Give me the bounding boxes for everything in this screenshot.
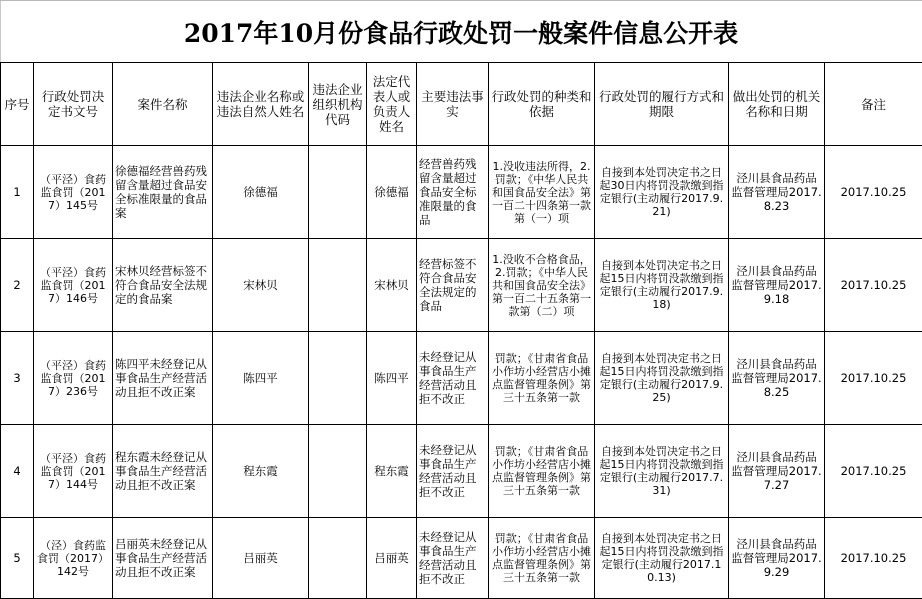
header-party-name[interactable]: 违法企业名称或违法自然人姓名 <box>213 63 309 146</box>
header-case-name[interactable]: 案件名称 <box>113 63 213 146</box>
cell-party-name[interactable]: 吕丽英 <box>213 518 309 599</box>
cell-org-code[interactable] <box>309 332 367 425</box>
cell-legal-rep[interactable]: 徐德福 <box>367 146 417 239</box>
cell-case-name[interactable]: 吕丽英未经登记从事食品生产经营活动且拒不改正案 <box>113 518 213 599</box>
cell-party-name[interactable]: 徐德福 <box>213 146 309 239</box>
cell-penalty[interactable]: 1.没收违法所得，2.罚款；《中华人民共和国食品安全法》第一百二十四条第一款第（一）项 <box>489 146 595 239</box>
cell-penalty[interactable]: 1.没收不合格食品，2.罚款；《中华人民共和国食品安全法》第一百二十五条第一款第（二）项 <box>489 239 595 332</box>
cell-case-name[interactable]: 宋林贝经营标签不符合食品安全法规定的食品案 <box>113 239 213 332</box>
document-title: 2017年10月份食品行政处罚一般案件信息公开表 <box>0 0 922 62</box>
cell-seq[interactable]: 1 <box>1 146 34 239</box>
cell-seq[interactable]: 5 <box>1 518 34 599</box>
cell-seq[interactable]: 2 <box>1 239 34 332</box>
cell-authority[interactable]: 泾川县食品药品监督管理局2017.8.25 <box>729 332 825 425</box>
cell-remark[interactable]: 2017.10.25 <box>825 332 922 425</box>
header-org-code[interactable]: 违法企业组织机构代码 <box>309 63 367 146</box>
cell-remark[interactable]: 2017.10.25 <box>825 146 922 239</box>
table-header-row <box>1 63 922 146</box>
cell-org-code[interactable] <box>309 518 367 599</box>
cell-penalty[interactable]: 罚款；《甘肃省食品小作坊小经营店小摊点监督管理条例》第三十五条第一款 <box>489 425 595 518</box>
cell-org-code[interactable] <box>309 146 367 239</box>
cell-authority[interactable]: 泾川县食品药品监督管理局2017.9.29 <box>729 518 825 599</box>
cell-party-name[interactable]: 陈四平 <box>213 332 309 425</box>
cell-party-name[interactable]: 程东霞 <box>213 425 309 518</box>
cell-execution[interactable]: 自接到本处罚决定书之日起30日内将罚没款缴到指定银行(主动履行2017.9.21) <box>595 146 729 239</box>
cell-decision-no[interactable]: （平泾）食药监食罚（2017）145号 <box>34 146 113 239</box>
cell-authority[interactable]: 泾川县食品药品监督管理局2017.7.27 <box>729 425 825 518</box>
cell-authority[interactable]: 泾川县食品药品监督管理局2017.8.23 <box>729 146 825 239</box>
cell-org-code[interactable] <box>309 239 367 332</box>
cell-seq[interactable]: 4 <box>1 425 34 518</box>
cell-decision-no[interactable]: （平泾）食药监食罚（2017）144号 <box>34 425 113 518</box>
cell-violation[interactable]: 未经登记从事食品生产经营活动且拒不改正 <box>417 332 489 425</box>
cell-legal-rep[interactable]: 陈四平 <box>367 332 417 425</box>
cell-violation[interactable]: 未经登记从事食品生产经营活动且拒不改正 <box>417 518 489 599</box>
cell-legal-rep[interactable]: 吕丽英 <box>367 518 417 599</box>
cell-penalty[interactable]: 罚款；《甘肃省食品小作坊小经营店小摊点监督管理条例》第三十五条第一款 <box>489 518 595 599</box>
cell-party-name[interactable]: 宋林贝 <box>213 239 309 332</box>
table-row <box>1 332 922 425</box>
table-row <box>1 518 922 599</box>
header-violation[interactable]: 主要违法事实 <box>417 63 489 146</box>
cell-legal-rep[interactable]: 程东霞 <box>367 425 417 518</box>
header-remark[interactable]: 备注 <box>825 63 922 146</box>
cell-authority[interactable]: 泾川县食品药品监督管理局2017.9.18 <box>729 239 825 332</box>
cell-case-name[interactable]: 徐德福经营兽药残留含量超过食品安全标准限量的食品案 <box>113 146 213 239</box>
header-penalty[interactable]: 行政处罚的种类和依据 <box>489 63 595 146</box>
header-decision-no[interactable]: 行政处罚决定书文号 <box>34 63 113 146</box>
cell-remark[interactable]: 2017.10.25 <box>825 239 922 332</box>
cell-org-code[interactable] <box>309 425 367 518</box>
header-legal-rep[interactable]: 法定代表人或负责人姓名 <box>367 63 417 146</box>
cell-penalty[interactable]: 罚款；《甘肃省食品小作坊小经营店小摊点监督管理条例》第三十五条第一款 <box>489 332 595 425</box>
cell-case-name[interactable]: 程东霞未经登记从事食品生产经营活动且拒不改正案 <box>113 425 213 518</box>
table-row <box>1 425 922 518</box>
cell-decision-no[interactable]: （泾）食药监食罚（2017）142号 <box>34 518 113 599</box>
cell-legal-rep[interactable]: 宋林贝 <box>367 239 417 332</box>
cell-execution[interactable]: 自接到本处罚决定书之日起15日内将罚没款缴到指定银行(主动履行2017.9.25) <box>595 332 729 425</box>
cell-decision-no[interactable]: （平泾）食药监食罚（2017）146号 <box>34 239 113 332</box>
cell-remark[interactable]: 2017.10.25 <box>825 425 922 518</box>
cell-seq[interactable]: 3 <box>1 332 34 425</box>
header-seq[interactable]: 序号 <box>1 63 34 146</box>
table-row <box>1 239 922 332</box>
cell-remark[interactable]: 2017.10.25 <box>825 518 922 599</box>
header-execution[interactable]: 行政处罚的履行方式和期限 <box>595 63 729 146</box>
cell-violation[interactable]: 未经登记从事食品生产经营活动且拒不改正 <box>417 425 489 518</box>
cell-case-name[interactable]: 陈四平未经登记从事食品生产经营活动且拒不改正案 <box>113 332 213 425</box>
penalty-info-table <box>0 62 922 599</box>
cell-violation[interactable]: 经营标签不符合食品安全法规定的食品 <box>417 239 489 332</box>
cell-execution[interactable]: 自接到本处罚决定书之日起15日内将罚没款缴到指定银行(主动履行2017.9.18) <box>595 239 729 332</box>
table-row <box>1 146 922 239</box>
cell-execution[interactable]: 自接到本处罚决定书之日起15日内将罚没款缴到指定银行(主动履行2017.7.31) <box>595 425 729 518</box>
cell-decision-no[interactable]: （平泾）食药监食罚（2017）236号 <box>34 332 113 425</box>
cell-execution[interactable]: 自接到本处罚决定书之日起15日内将罚没款缴到指定银行(主动履行2017.10.13) <box>595 518 729 599</box>
cell-violation[interactable]: 经营兽药残留含量超过食品安全标准限量的食品 <box>417 146 489 239</box>
header-authority[interactable]: 做出处罚的机关名称和日期 <box>729 63 825 146</box>
